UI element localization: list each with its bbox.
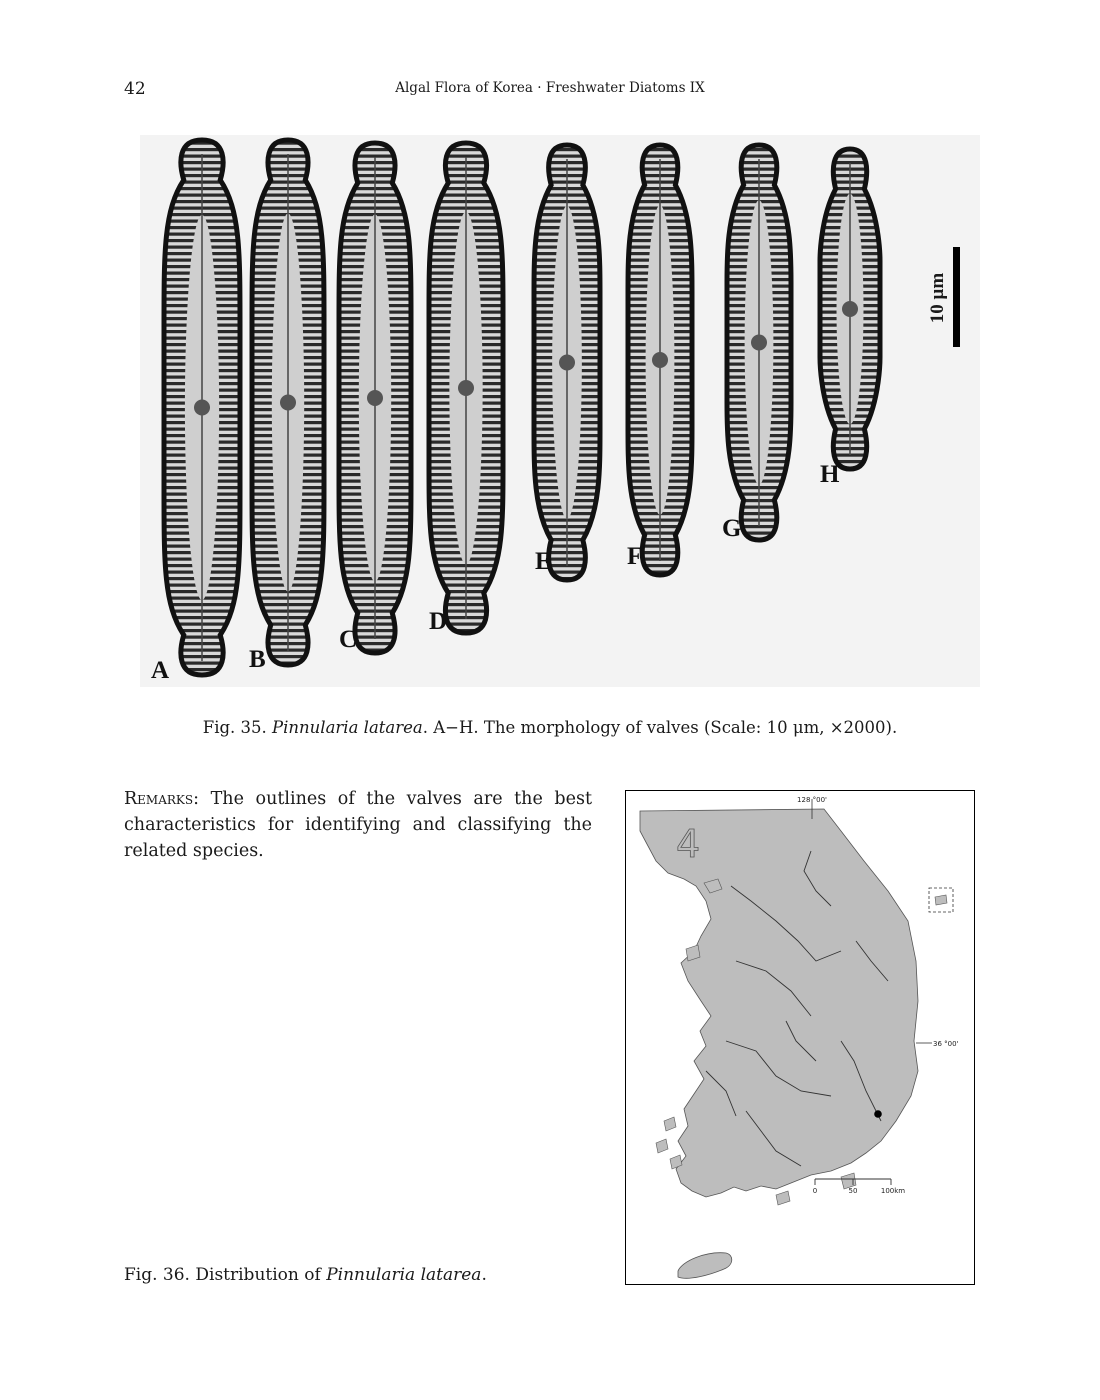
micrograph-plate xyxy=(140,135,980,687)
map-scale-bar xyxy=(813,1179,906,1195)
grid-mark: 4 xyxy=(676,822,701,866)
valves-image xyxy=(140,135,980,687)
scale-bar-label: 10 μm xyxy=(927,272,948,324)
valve-label-h: H xyxy=(820,461,840,488)
distribution-map xyxy=(625,790,975,1285)
figure-35-caption xyxy=(0,718,1100,737)
valve-central-node xyxy=(559,355,575,371)
figure-35-species: Pinnularia latarea xyxy=(272,718,423,737)
running-header: Algal Flora of Korea · Freshwater Diatoms IX xyxy=(395,80,705,96)
location-dot-icon xyxy=(874,1110,882,1118)
valve-central-node xyxy=(194,400,210,416)
valve-label-f: F xyxy=(627,543,643,570)
figure-36-caption xyxy=(124,1265,487,1285)
figure-36-species: Pinnularia latarea xyxy=(326,1265,482,1285)
peninsula-landmass xyxy=(640,809,918,1197)
valve-label-a: A xyxy=(151,657,170,684)
figure-36-number: Fig. 36. xyxy=(124,1265,190,1285)
valve-central-node xyxy=(652,352,668,368)
valve-label-e: E xyxy=(535,548,552,575)
figure-35-number: Fig. 35. xyxy=(202,718,267,737)
figure-35-description: . A−H. The morphology of valves (Scale: 10 μm, ×2000). xyxy=(422,718,898,737)
map-scale-100: 100km xyxy=(880,1187,906,1195)
remarks-paragraph: Remarks: The outlines of the valves are the best characteristics for identifying and classifying the related species. xyxy=(124,789,592,861)
valve-central-node xyxy=(367,390,383,406)
valve-label-d: D xyxy=(429,608,448,635)
latitude-label: 36 °00' xyxy=(933,1040,959,1048)
valve-central-node xyxy=(751,335,767,351)
longitude-label: 128 °00' xyxy=(797,796,827,804)
jeju-island xyxy=(678,1253,732,1279)
valve-label-c: C xyxy=(339,626,358,653)
remarks-heading: Remarks xyxy=(124,789,194,809)
map-scale-0: 0 xyxy=(812,1187,818,1195)
valve-central-node xyxy=(280,395,296,411)
remarks-body: The outlines of the valves are the best characteristics for identifying and classifying the related species. xyxy=(124,789,592,861)
page-number: 42 xyxy=(124,79,146,99)
figure-36-end: . xyxy=(481,1265,487,1285)
valve-central-node xyxy=(458,380,474,396)
map-scale-50: 50 xyxy=(848,1187,858,1195)
valve-label-b: B xyxy=(249,646,266,673)
figure-36-description: Distribution of xyxy=(189,1265,327,1285)
valve-label-g: G xyxy=(722,515,742,542)
valve-central-node xyxy=(842,301,858,317)
scale-bar xyxy=(953,247,960,347)
korea-map xyxy=(626,791,974,1284)
